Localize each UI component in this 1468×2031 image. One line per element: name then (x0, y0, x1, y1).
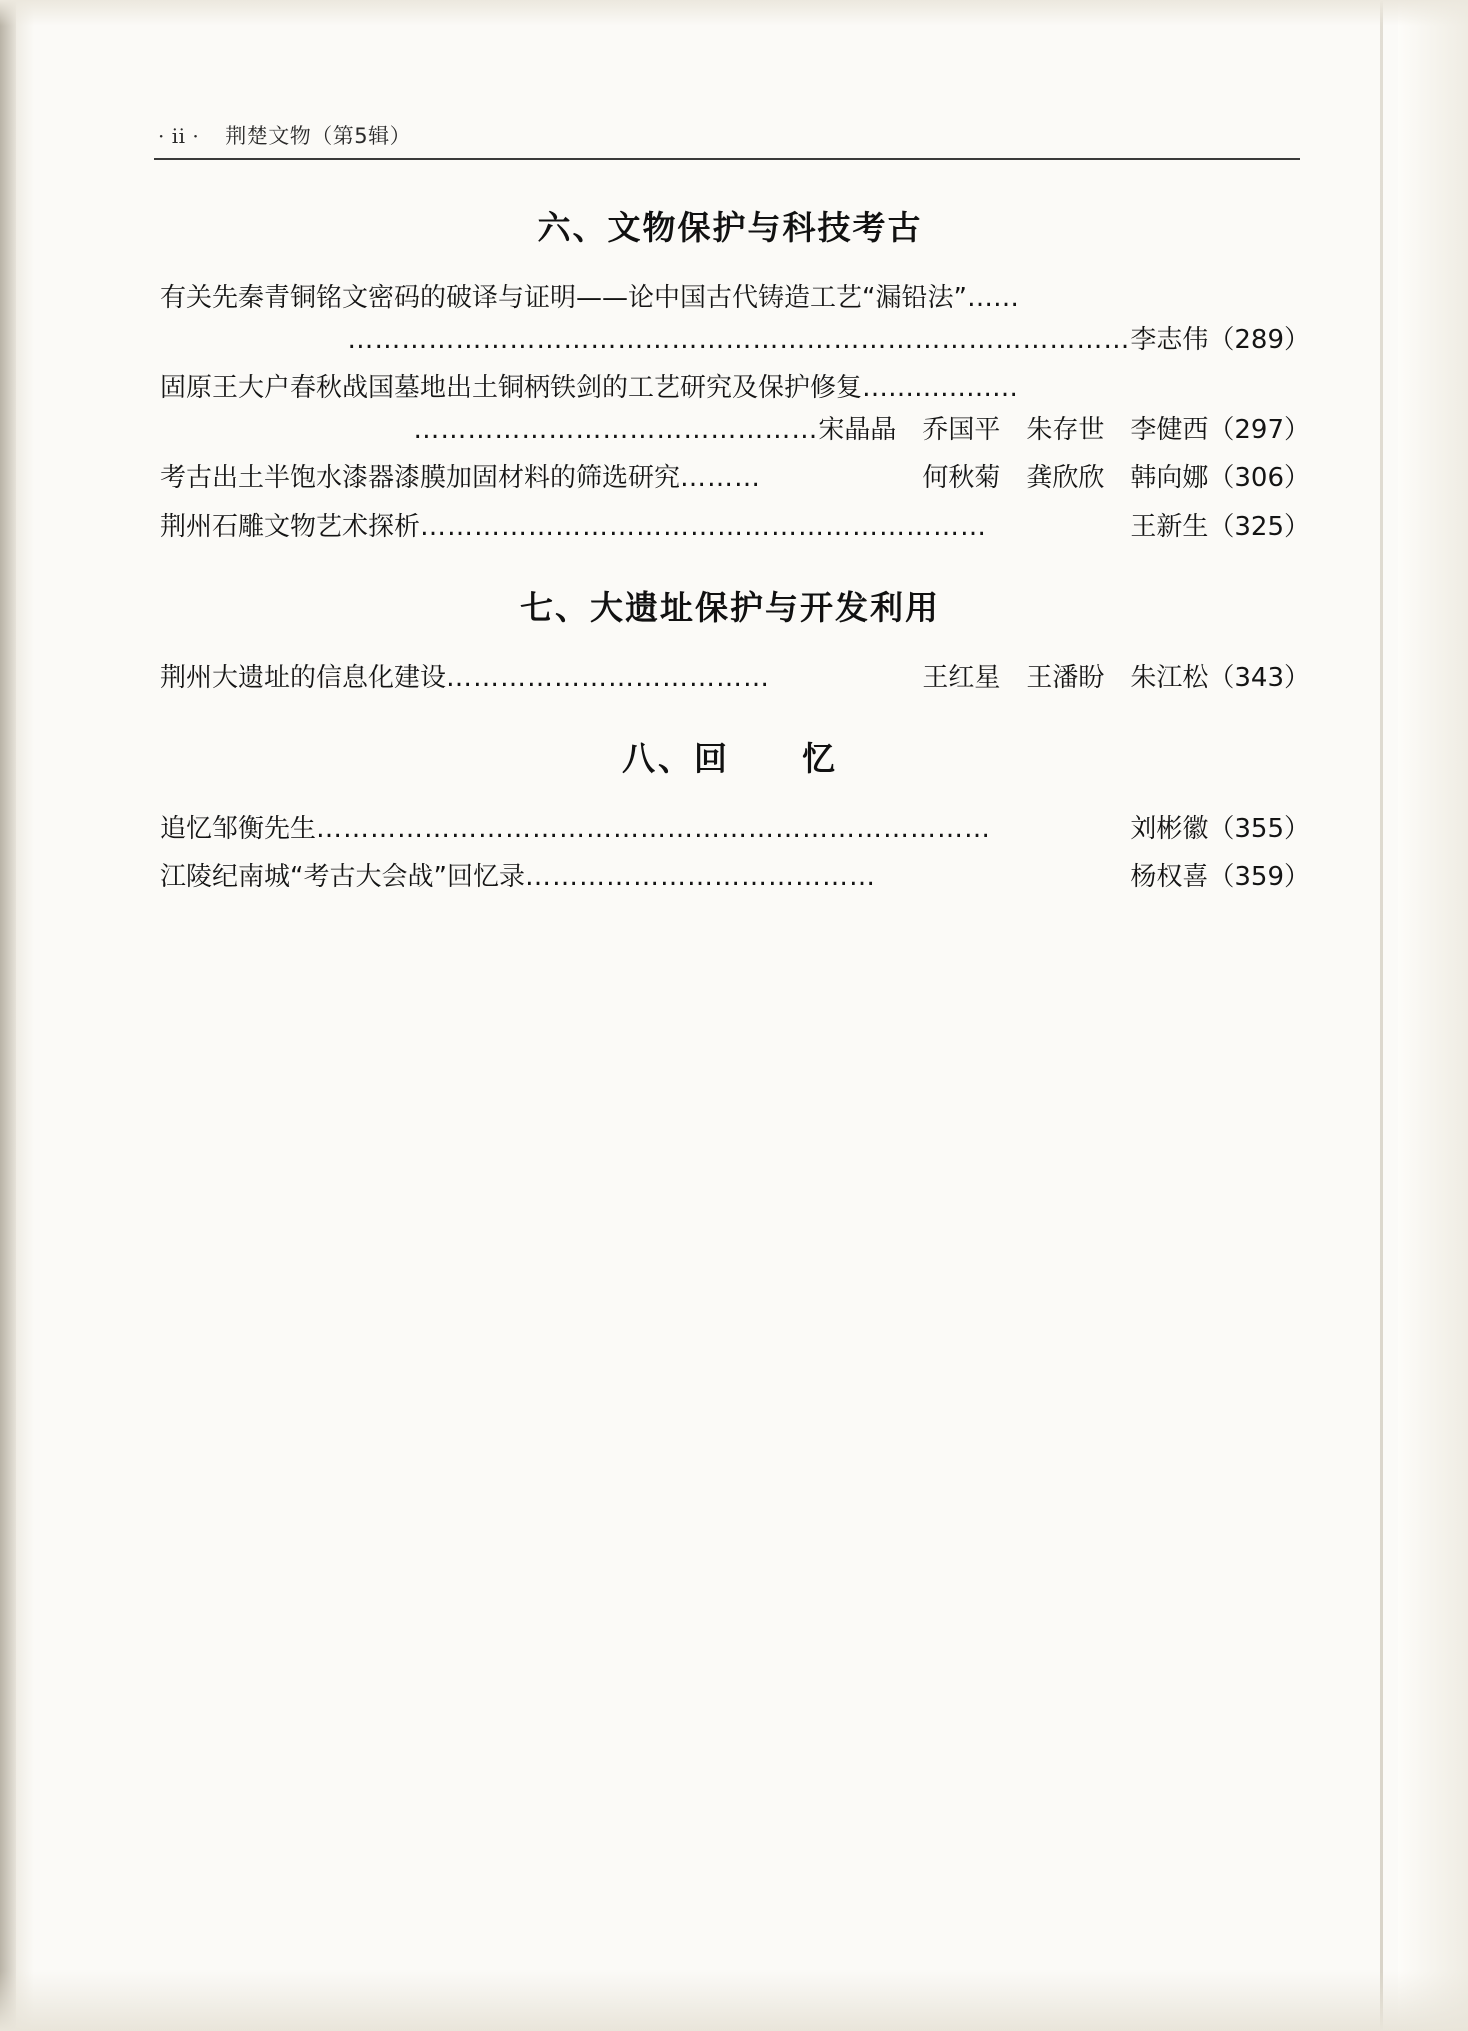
toc-entry[interactable] (150, 367, 1310, 451)
section-heading-8: 八、回 忆 (622, 738, 838, 778)
toc-leader: ………………………………………………………………… (316, 813, 992, 844)
toc-list-section-7 (150, 657, 1310, 699)
toc-entry-tail (160, 409, 1310, 451)
toc-entry-tail (1130, 856, 1310, 898)
page-top-shadow (0, 0, 1468, 26)
page-binding-line (1380, 0, 1383, 2031)
toc-entry[interactable] (150, 657, 1310, 699)
toc-entry-tail (1130, 506, 1310, 548)
toc-list-section-6 (150, 277, 1310, 548)
toc-leader: ……………………………………………………… (420, 511, 988, 542)
toc-entry-title: 江陵纪南城“考古大会战”回忆录 (160, 861, 525, 892)
toc-authors: 杨权喜 (1130, 861, 1209, 892)
toc-entry-tail (1130, 808, 1310, 850)
toc-page-number: （306） (1208, 463, 1310, 494)
toc-page-number: （359） (1208, 861, 1310, 892)
book-title: 荆楚文物（第5辑） (225, 124, 412, 148)
toc-authors: 王新生 (1130, 511, 1209, 542)
toc-entry-title: 追忆邹衡先生 (160, 813, 317, 844)
running-header (150, 120, 1310, 150)
toc-leader: ……………………………………… (413, 415, 819, 446)
toc-entry-title: 考古出土半饱水漆器漆膜加固材料的筛选研究 (160, 463, 681, 494)
page-content (150, 120, 1310, 904)
page-left-gutter (16, 0, 34, 2031)
page-left-shadow (0, 0, 16, 2031)
toc-leader: ……………………………… (446, 662, 771, 693)
toc-entry-tail (160, 319, 1310, 361)
toc-page-number: （325） (1208, 511, 1310, 542)
toc-entry-tail (922, 457, 1310, 499)
section-heading-6: 六、文物保护与科技考古 (537, 208, 923, 247)
toc-list-section-8 (150, 808, 1310, 898)
toc-page-number: （297） (1208, 415, 1310, 446)
toc-entry-title: 固原王大户春秋战国墓地出土铜柄铁剑的工艺研究及保护修复……………… (160, 373, 1019, 404)
page-folio: · ii · (158, 124, 200, 148)
toc-authors: 王红星 王潘盼 朱江松 (922, 662, 1209, 693)
toc-entry[interactable] (150, 506, 1310, 548)
header-rule (154, 158, 1300, 160)
toc-authors: 李志伟 (1130, 325, 1209, 356)
toc-entry-title: 有关先秦青铜铭文密码的破译与证明——论中国古代铸造工艺“漏铅法”…… (160, 283, 1019, 313)
toc-page-number: （289） (1208, 325, 1310, 356)
toc-leader: …………………………………………………………………………… (347, 325, 1131, 356)
section-heading-7: 七、大遗址保护与开发利用 (520, 587, 940, 627)
toc-entry-title: 荆州大遗址的信息化建设 (160, 662, 447, 693)
toc-entry-title: 荆州石雕文物艺术探析 (160, 511, 421, 542)
toc-page-number: （355） (1208, 813, 1310, 844)
page-bottom-shadow (0, 1971, 1468, 2031)
toc-entry[interactable] (150, 277, 1310, 361)
toc-entry[interactable] (150, 457, 1310, 499)
toc-authors: 刘彬徽 (1130, 813, 1209, 844)
toc-authors: 宋晶晶 乔国平 朱存世 李健西 (818, 415, 1209, 446)
page-right-edge (1398, 0, 1468, 2031)
toc-entry[interactable] (150, 856, 1310, 898)
toc-leader: ………………………………… (524, 861, 876, 892)
toc-leader: ……… (680, 463, 762, 494)
toc-page-number: （343） (1208, 662, 1310, 693)
toc-entry-tail (922, 657, 1310, 699)
toc-authors: 何秋菊 龚欣欣 韩向娜 (922, 463, 1209, 494)
toc-entry[interactable] (150, 808, 1310, 850)
